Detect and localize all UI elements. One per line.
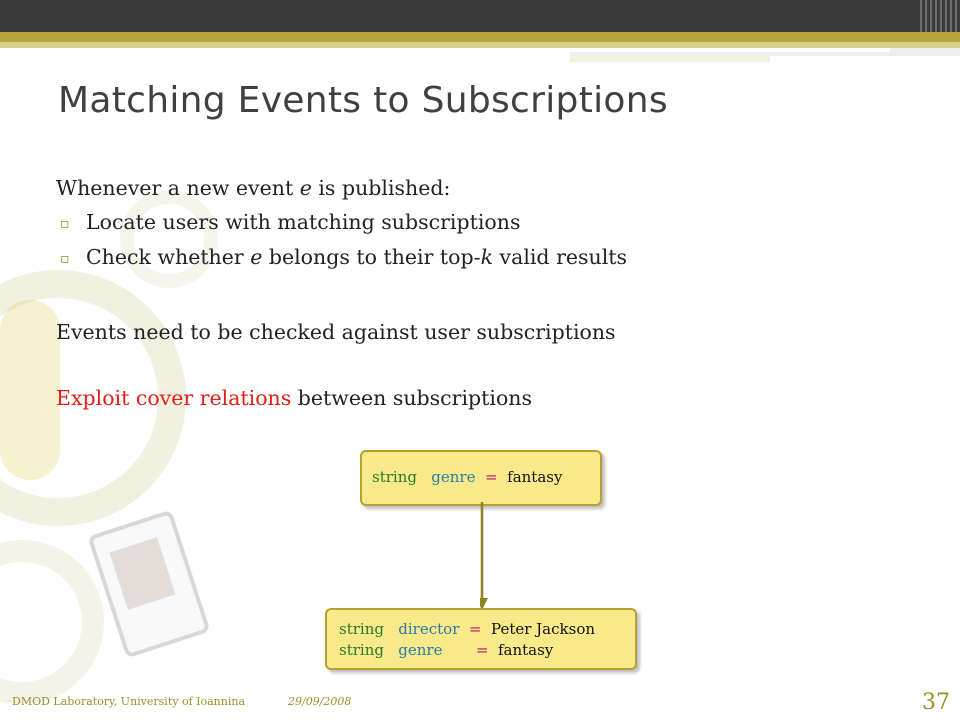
type-keyword: string <box>372 468 417 486</box>
operator: = <box>468 620 482 638</box>
intro-line <box>56 176 450 200</box>
background-ring <box>120 190 218 288</box>
background-ring <box>0 540 104 704</box>
background-phone-icon <box>87 510 210 659</box>
bullet-marker: ▫ <box>60 251 70 267</box>
statement-2-rest: between subscriptions <box>291 386 533 410</box>
bullet-2 <box>86 245 627 269</box>
bullet-2-before: Check whether <box>86 245 251 269</box>
attribute-name: genre <box>398 641 443 659</box>
operator: = <box>485 468 498 486</box>
decor-bar-2 <box>570 56 770 62</box>
subscription-row <box>372 468 562 486</box>
subscription-box-specific <box>325 608 637 670</box>
attribute-name: director <box>398 620 460 638</box>
footer-date: 29/09/2008 <box>288 695 352 708</box>
olive-band <box>0 32 960 42</box>
attribute-value: Peter Jackson <box>491 620 596 638</box>
statement-2 <box>56 386 532 410</box>
intro-var: e <box>299 176 312 200</box>
decor-line <box>570 48 890 52</box>
attribute-value: fantasy <box>507 468 563 486</box>
bullet-2-after: valid results <box>493 245 628 269</box>
top-right-stripes <box>920 0 960 32</box>
bullet-2-var2: k <box>480 245 493 269</box>
statement-1: Events need to be checked against user subscriptions <box>56 320 616 344</box>
bullet-2-var: e <box>250 245 263 269</box>
footer-organization: DMOD Laboratory, University of Ioannina <box>12 695 246 708</box>
subscription-row <box>339 641 553 659</box>
cover-arrow <box>480 502 500 614</box>
slide-title: Matching Events to Subscriptions <box>58 80 668 121</box>
operator: = <box>475 641 489 659</box>
statement-2-highlight: Exploit cover relations <box>56 386 292 410</box>
attribute-name: genre <box>431 468 476 486</box>
bullet-2-middle: belongs to their top- <box>262 245 481 269</box>
background-blob <box>0 300 60 480</box>
type-keyword: string <box>339 641 384 659</box>
bullet-marker: ▫ <box>60 216 70 232</box>
bullet-1: Locate users with matching subscriptions <box>86 210 521 234</box>
subscription-row <box>339 620 595 638</box>
intro-after: is published: <box>311 176 451 200</box>
subscription-box-general <box>360 450 602 506</box>
attribute-value: fantasy <box>497 641 554 659</box>
top-dark-bar <box>0 0 960 32</box>
type-keyword: string <box>339 620 384 638</box>
page-number: 37 <box>922 690 950 715</box>
intro-before: Whenever a new event <box>56 176 300 200</box>
phone-screen <box>109 537 175 610</box>
